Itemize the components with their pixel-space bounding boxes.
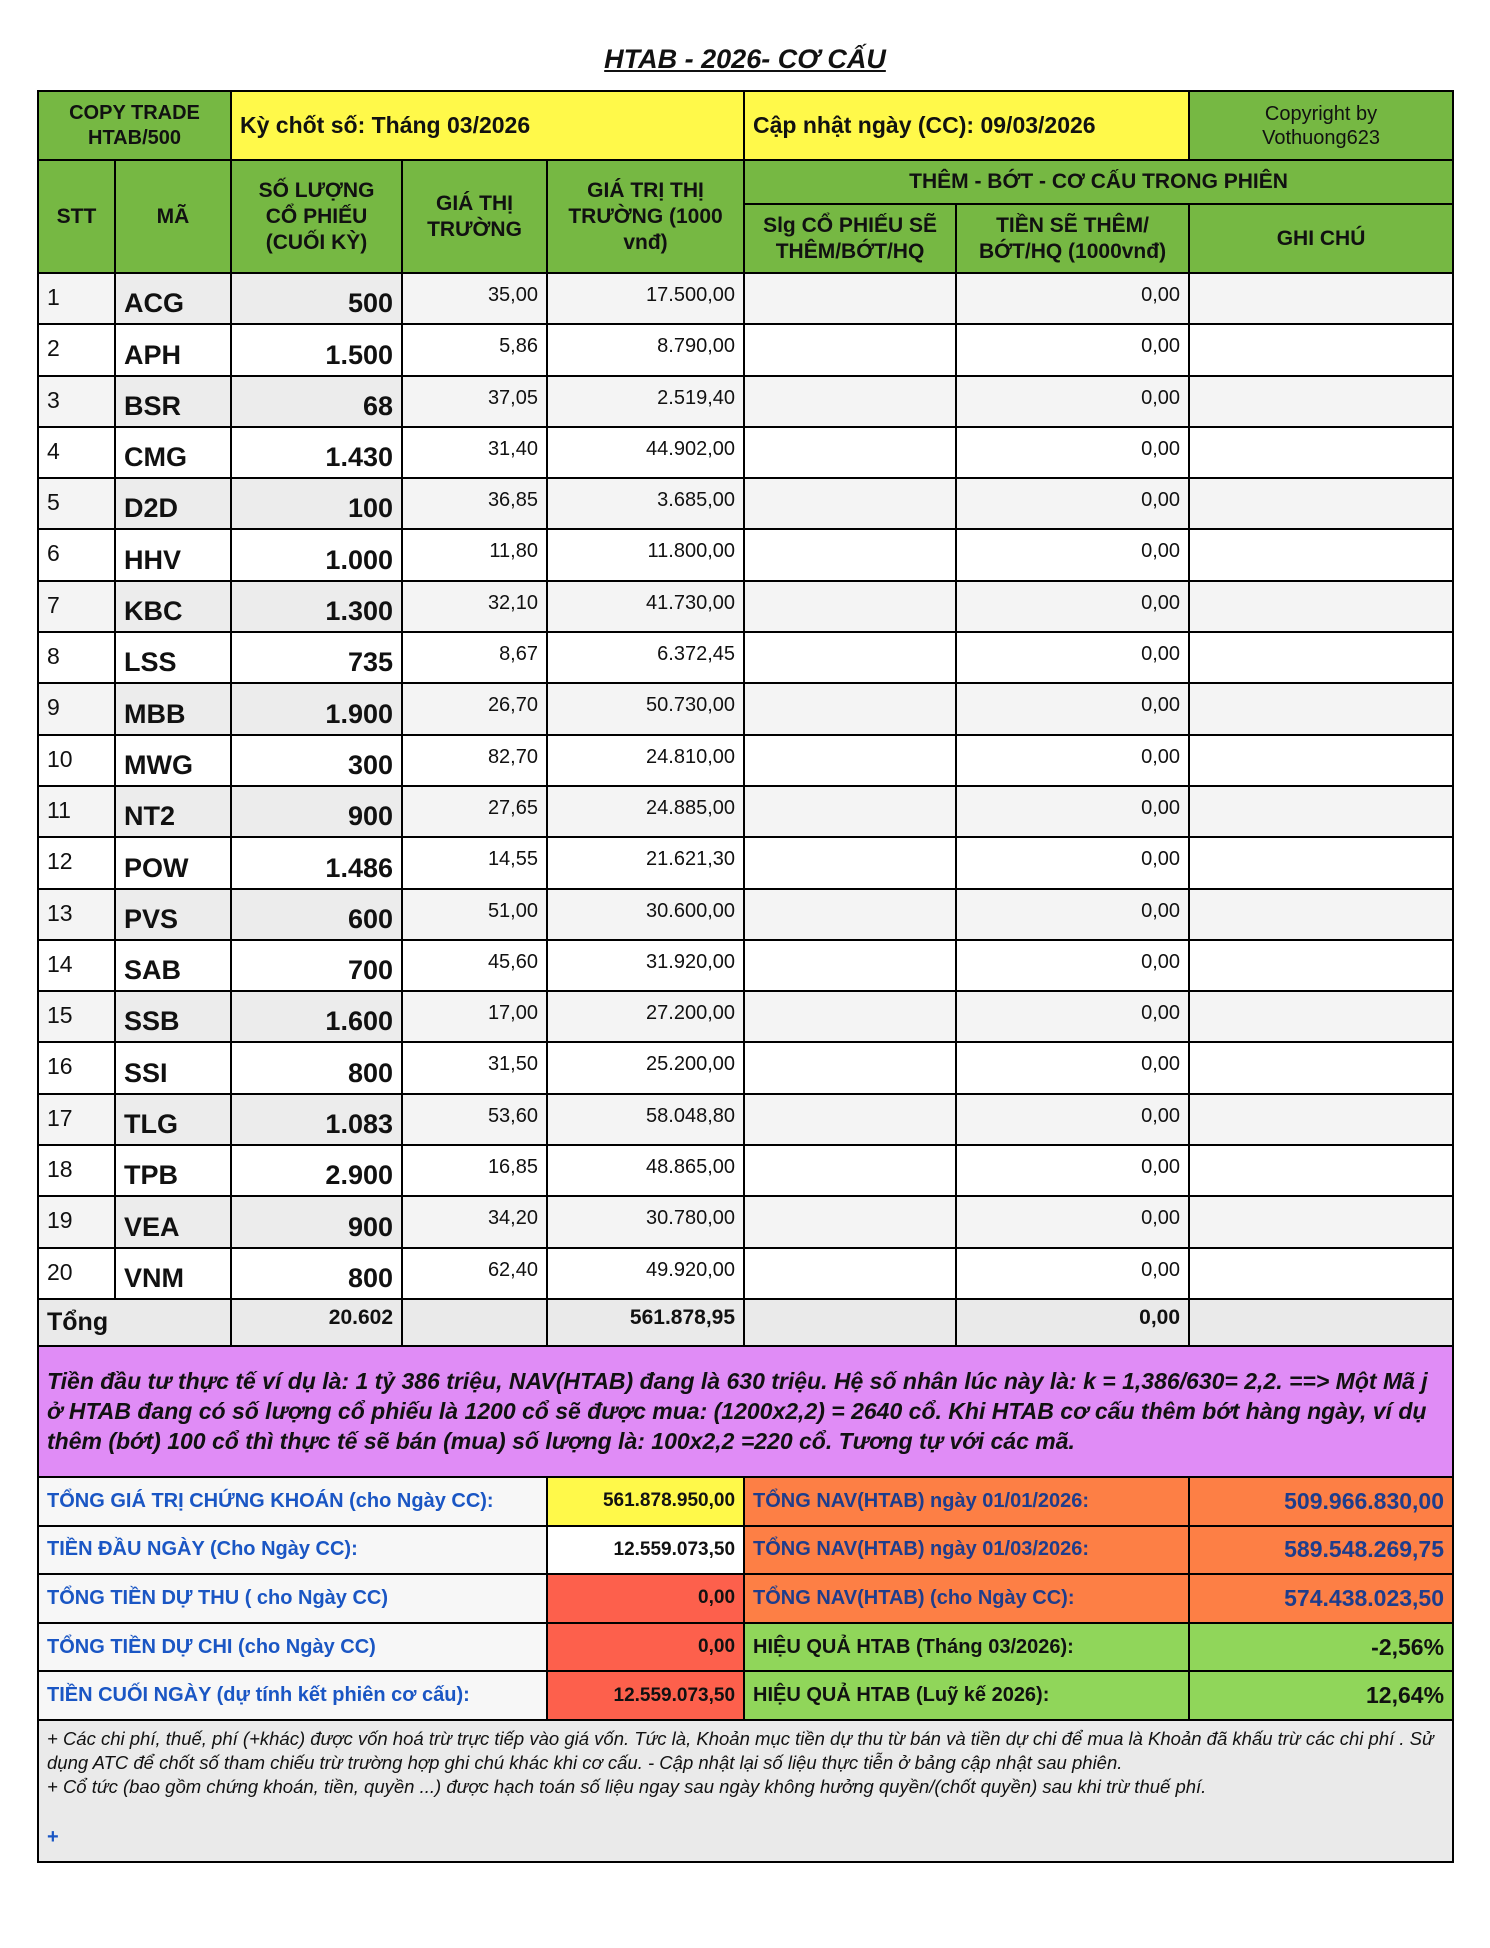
row-adjust-money: 0,00 bbox=[956, 478, 1189, 529]
row-note[interactable] bbox=[1189, 786, 1453, 837]
row-stt: 8 bbox=[38, 632, 115, 683]
table-row bbox=[38, 1042, 1453, 1093]
row-adjust-qty[interactable] bbox=[744, 581, 956, 632]
row-adjust-money: 0,00 bbox=[956, 273, 1189, 324]
table-row bbox=[38, 683, 1453, 734]
row-stt: 5 bbox=[38, 478, 115, 529]
performance-ytd-label: HIỆU QUẢ HTAB (Luỹ kế 2026): bbox=[744, 1671, 1189, 1720]
row-adjust-qty[interactable] bbox=[744, 1248, 956, 1299]
table-row bbox=[38, 581, 1453, 632]
row-price: 5,86 bbox=[402, 324, 547, 375]
row-adjust-qty[interactable] bbox=[744, 1042, 956, 1093]
row-adjust-qty[interactable] bbox=[744, 273, 956, 324]
row-note[interactable] bbox=[1189, 940, 1453, 991]
row-note[interactable] bbox=[1189, 735, 1453, 786]
row-ticker: TPB bbox=[115, 1145, 231, 1196]
row-adjust-qty[interactable] bbox=[744, 837, 956, 888]
table-row bbox=[38, 940, 1453, 991]
footer-notes bbox=[38, 1720, 1453, 1862]
table-row bbox=[38, 273, 1453, 324]
row-ticker: SSB bbox=[115, 991, 231, 1042]
row-adjust-money: 0,00 bbox=[956, 837, 1189, 888]
row-price: 27,65 bbox=[402, 786, 547, 837]
row-quantity: 700 bbox=[231, 940, 402, 991]
nav-mar-2026-value: 589.548.269,75 bbox=[1189, 1526, 1453, 1575]
row-value: 6.372,45 bbox=[547, 632, 744, 683]
row-quantity: 735 bbox=[231, 632, 402, 683]
summary-row bbox=[38, 1623, 1453, 1672]
total-adjust-money: 0,00 bbox=[956, 1299, 1189, 1346]
row-quantity: 1.430 bbox=[231, 427, 402, 478]
row-note[interactable] bbox=[1189, 324, 1453, 375]
row-stt: 13 bbox=[38, 889, 115, 940]
row-adjust-money: 0,00 bbox=[956, 735, 1189, 786]
table-row bbox=[38, 478, 1453, 529]
row-stt: 18 bbox=[38, 1145, 115, 1196]
table-row bbox=[38, 889, 1453, 940]
row-price: 37,05 bbox=[402, 376, 547, 427]
row-ticker: MBB bbox=[115, 683, 231, 734]
row-adjust-money: 0,00 bbox=[956, 1094, 1189, 1145]
table-row bbox=[38, 1094, 1453, 1145]
row-stt: 9 bbox=[38, 683, 115, 734]
row-quantity: 1.600 bbox=[231, 991, 402, 1042]
row-ticker: CMG bbox=[115, 427, 231, 478]
nav-mar-2026-label: TỔNG NAV(HTAB) ngày 01/03/2026: bbox=[744, 1526, 1189, 1575]
row-stt: 11 bbox=[38, 786, 115, 837]
row-adjust-money: 0,00 bbox=[956, 683, 1189, 734]
summary-row bbox=[38, 1671, 1453, 1720]
row-value: 30.600,00 bbox=[547, 889, 744, 940]
row-quantity: 100 bbox=[231, 478, 402, 529]
col-header-ma: MÃ bbox=[115, 160, 231, 273]
table-row bbox=[38, 837, 1453, 888]
row-adjust-money: 0,00 bbox=[956, 1042, 1189, 1093]
row-ticker: POW bbox=[115, 837, 231, 888]
row-adjust-money: 0,00 bbox=[956, 376, 1189, 427]
row-note[interactable] bbox=[1189, 1145, 1453, 1196]
note-line-1: + Các chi phí, thuế, phí (+khác) được vốn hoá trừ trực tiếp vào giá vốn. Tức là, Khoản mục tiền dự thu từ bán và tiền dự chi để mua là Khoản đã khấu trừ các chi phí . Sử dụng ATC để chốt số tham chiếu trừ trường hợp ghi chú khác khi cơ cấu. - Cập nhật lại số liệu thực tiễn ở bảng cập nhật sau phiên. bbox=[47, 1727, 1434, 1773]
row-quantity: 2.900 bbox=[231, 1145, 402, 1196]
total-value: 561.878,95 bbox=[547, 1299, 744, 1346]
updated-date: Cập nhật ngày (CC): 09/03/2026 bbox=[744, 91, 1189, 160]
row-ticker: PVS bbox=[115, 889, 231, 940]
row-price: 45,60 bbox=[402, 940, 547, 991]
row-adjust-qty[interactable] bbox=[744, 529, 956, 580]
portfolio-table bbox=[37, 90, 1454, 1863]
row-stt: 7 bbox=[38, 581, 115, 632]
row-value: 31.920,00 bbox=[547, 940, 744, 991]
row-note[interactable] bbox=[1189, 1196, 1453, 1247]
col-header-value: GIÁ TRỊ THỊ TRƯỜNG (1000 vnđ) bbox=[547, 160, 744, 273]
row-ticker: SSI bbox=[115, 1042, 231, 1093]
total-price-empty bbox=[402, 1299, 547, 1346]
summary-row bbox=[38, 1477, 1453, 1526]
row-value: 25.200,00 bbox=[547, 1042, 744, 1093]
table-row bbox=[38, 376, 1453, 427]
row-stt: 17 bbox=[38, 1094, 115, 1145]
table-row bbox=[38, 324, 1453, 375]
row-value: 30.780,00 bbox=[547, 1196, 744, 1247]
copyright-line1: Copyright by bbox=[1264, 102, 1378, 125]
expected-income-label: TỔNG TIỀN DỰ THU ( cho Ngày CC) bbox=[38, 1574, 547, 1623]
row-adjust-money: 0,00 bbox=[956, 324, 1189, 375]
col-header-quantity: SỐ LƯỢNG CỔ PHIẾU (CUỐI KỲ) bbox=[231, 160, 402, 273]
table-row bbox=[38, 1145, 1453, 1196]
total-row bbox=[38, 1299, 1453, 1346]
note-line-2: + Cổ tức (bao gồm chứng khoán, tiền, quyền ...) được hạch toán số liệu ngay sau ngày không hưởng quyền/(chốt quyền) sau khi trừ thuế phí. bbox=[47, 1775, 1207, 1797]
row-adjust-money: 0,00 bbox=[956, 940, 1189, 991]
summary-row bbox=[38, 1574, 1453, 1623]
row-adjust-money: 0,00 bbox=[956, 991, 1189, 1042]
row-note[interactable] bbox=[1189, 1248, 1453, 1299]
col-header-stt: STT bbox=[38, 160, 115, 273]
row-note[interactable] bbox=[1189, 427, 1453, 478]
row-quantity: 800 bbox=[231, 1248, 402, 1299]
row-price: 8,67 bbox=[402, 632, 547, 683]
row-price: 31,40 bbox=[402, 427, 547, 478]
row-value: 24.885,00 bbox=[547, 786, 744, 837]
add-note-icon[interactable]: + bbox=[47, 1825, 59, 1848]
opening-cash-value: 12.559.073,50 bbox=[547, 1526, 744, 1575]
row-adjust-qty[interactable] bbox=[744, 991, 956, 1042]
row-adjust-qty[interactable] bbox=[744, 427, 956, 478]
row-stt: 4 bbox=[38, 427, 115, 478]
row-price: 31,50 bbox=[402, 1042, 547, 1093]
closing-cash-label: TIỀN CUỐI NGÀY (dự tính kết phiên cơ cấu): bbox=[38, 1671, 547, 1720]
row-ticker: TLG bbox=[115, 1094, 231, 1145]
expected-expense-value: 0,00 bbox=[547, 1623, 744, 1672]
row-quantity: 900 bbox=[231, 1196, 402, 1247]
table-row bbox=[38, 529, 1453, 580]
row-note[interactable] bbox=[1189, 581, 1453, 632]
nav-cc-date-value: 574.438.023,50 bbox=[1189, 1574, 1453, 1623]
expected-expense-label: TỔNG TIỀN DỰ CHI (cho Ngày CC) bbox=[38, 1623, 547, 1672]
row-note[interactable] bbox=[1189, 1042, 1453, 1093]
row-adjust-money: 0,00 bbox=[956, 786, 1189, 837]
table-row bbox=[38, 427, 1453, 478]
col-header-adjust-money: TIỀN SẼ THÊM/ BỚT/HQ (1000vnđ) bbox=[956, 204, 1189, 273]
row-adjust-money: 0,00 bbox=[956, 529, 1189, 580]
row-price: 14,55 bbox=[402, 837, 547, 888]
row-ticker: APH bbox=[115, 324, 231, 375]
table-row bbox=[38, 991, 1453, 1042]
col-header-adjust-qty: Slg CỔ PHIẾU SẼ THÊM/BỚT/HQ bbox=[744, 204, 956, 273]
row-ticker: VNM bbox=[115, 1248, 231, 1299]
table-row bbox=[38, 735, 1453, 786]
row-price: 62,40 bbox=[402, 1248, 547, 1299]
row-ticker: D2D bbox=[115, 478, 231, 529]
row-quantity: 1.900 bbox=[231, 683, 402, 734]
row-ticker: SAB bbox=[115, 940, 231, 991]
row-value: 11.800,00 bbox=[547, 529, 744, 580]
row-ticker: LSS bbox=[115, 632, 231, 683]
row-ticker: KBC bbox=[115, 581, 231, 632]
row-adjust-qty[interactable] bbox=[744, 940, 956, 991]
row-stt: 10 bbox=[38, 735, 115, 786]
col-header-price: GIÁ THỊ TRƯỜNG bbox=[402, 160, 547, 273]
row-ticker: HHV bbox=[115, 529, 231, 580]
example-note: Tiền đầu tư thực tế ví dụ là: 1 tỷ 386 triệu, NAV(HTAB) đang là 630 triệu. Hệ số nhân lúc này là: k = 1,386/630= 2,2. ==> Một Mã j ở HTAB đang có số lượng cổ phiếu là 1200 cổ sẽ được mua: (1200x2,2) = 2640 cổ. Khi HTAB cơ cấu thêm bớt hàng ngày, ví dụ thêm (bớt) 100 cổ thì thực tế sẽ bán (mua) số lượng là: 100x2,2 =220 cổ. Tương tự với các mã. bbox=[38, 1346, 1453, 1477]
row-value: 50.730,00 bbox=[547, 683, 744, 734]
row-quantity: 600 bbox=[231, 889, 402, 940]
row-quantity: 1.486 bbox=[231, 837, 402, 888]
row-quantity: 68 bbox=[231, 376, 402, 427]
copyright bbox=[1189, 91, 1453, 160]
page-title: HTAB - 2026- CƠ CẤU bbox=[604, 44, 886, 74]
row-adjust-qty[interactable] bbox=[744, 1094, 956, 1145]
row-quantity: 1.300 bbox=[231, 581, 402, 632]
summary-row bbox=[38, 1526, 1453, 1575]
row-price: 11,80 bbox=[402, 529, 547, 580]
total-securities-value-value: 561.878.950,00 bbox=[547, 1477, 744, 1526]
total-label: Tổng bbox=[38, 1299, 231, 1346]
row-price: 82,70 bbox=[402, 735, 547, 786]
row-adjust-money: 0,00 bbox=[956, 581, 1189, 632]
table-row bbox=[38, 1196, 1453, 1247]
row-adjust-money: 0,00 bbox=[956, 632, 1189, 683]
row-adjust-qty[interactable] bbox=[744, 478, 956, 529]
total-adjust-qty-empty bbox=[744, 1299, 956, 1346]
row-stt: 12 bbox=[38, 837, 115, 888]
row-note[interactable] bbox=[1189, 376, 1453, 427]
row-value: 2.519,40 bbox=[547, 376, 744, 427]
row-value: 21.621,30 bbox=[547, 837, 744, 888]
row-note[interactable] bbox=[1189, 837, 1453, 888]
row-price: 17,00 bbox=[402, 991, 547, 1042]
row-adjust-qty[interactable] bbox=[744, 683, 956, 734]
row-adjust-qty[interactable] bbox=[744, 376, 956, 427]
copy-trade-label: COPY TRADE HTAB/500 bbox=[38, 91, 231, 160]
row-note[interactable] bbox=[1189, 683, 1453, 734]
row-price: 32,10 bbox=[402, 581, 547, 632]
table-row bbox=[38, 1248, 1453, 1299]
performance-ytd-value: 12,64% bbox=[1189, 1671, 1453, 1720]
period-label: Kỳ chốt số: Tháng 03/2026 bbox=[231, 91, 744, 160]
row-stt: 15 bbox=[38, 991, 115, 1042]
row-quantity: 1.083 bbox=[231, 1094, 402, 1145]
row-adjust-qty[interactable] bbox=[744, 735, 956, 786]
row-adjust-money: 0,00 bbox=[956, 889, 1189, 940]
row-adjust-qty[interactable] bbox=[744, 1145, 956, 1196]
performance-month-value: -2,56% bbox=[1189, 1623, 1453, 1672]
row-value: 41.730,00 bbox=[547, 581, 744, 632]
row-note[interactable] bbox=[1189, 632, 1453, 683]
closing-cash-value: 12.559.073,50 bbox=[547, 1671, 744, 1720]
row-price: 26,70 bbox=[402, 683, 547, 734]
total-quantity: 20.602 bbox=[231, 1299, 402, 1346]
total-note-empty bbox=[1189, 1299, 1453, 1346]
row-price: 36,85 bbox=[402, 478, 547, 529]
row-note[interactable] bbox=[1189, 889, 1453, 940]
row-value: 27.200,00 bbox=[547, 991, 744, 1042]
row-quantity: 800 bbox=[231, 1042, 402, 1093]
row-price: 51,00 bbox=[402, 889, 547, 940]
row-adjust-qty[interactable] bbox=[744, 632, 956, 683]
row-note[interactable] bbox=[1189, 529, 1453, 580]
row-note[interactable] bbox=[1189, 273, 1453, 324]
total-securities-value-label: TỔNG GIÁ TRỊ CHỨNG KHOÁN (cho Ngày CC): bbox=[38, 1477, 547, 1526]
row-quantity: 300 bbox=[231, 735, 402, 786]
row-stt: 16 bbox=[38, 1042, 115, 1093]
row-ticker: NT2 bbox=[115, 786, 231, 837]
row-stt: 20 bbox=[38, 1248, 115, 1299]
copyright-author: Vothuong623 bbox=[1262, 126, 1380, 149]
row-stt: 14 bbox=[38, 940, 115, 991]
row-adjust-qty[interactable] bbox=[744, 889, 956, 940]
table-row bbox=[38, 786, 1453, 837]
row-note[interactable] bbox=[1189, 478, 1453, 529]
row-ticker: ACG bbox=[115, 273, 231, 324]
row-note[interactable] bbox=[1189, 1094, 1453, 1145]
row-adjust-qty[interactable] bbox=[744, 786, 956, 837]
row-price: 35,00 bbox=[402, 273, 547, 324]
portfolio-sheet bbox=[37, 90, 1452, 1863]
row-stt: 1 bbox=[38, 273, 115, 324]
row-ticker: MWG bbox=[115, 735, 231, 786]
row-value: 24.810,00 bbox=[547, 735, 744, 786]
row-value: 17.500,00 bbox=[547, 273, 744, 324]
row-quantity: 1.500 bbox=[231, 324, 402, 375]
row-stt: 19 bbox=[38, 1196, 115, 1247]
row-price: 53,60 bbox=[402, 1094, 547, 1145]
nav-jan-2026-value: 509.966.830,00 bbox=[1189, 1477, 1453, 1526]
row-adjust-qty[interactable] bbox=[744, 324, 956, 375]
row-quantity: 500 bbox=[231, 273, 402, 324]
row-adjust-money: 0,00 bbox=[956, 1248, 1189, 1299]
nav-cc-date-label: TỔNG NAV(HTAB) (cho Ngày CC): bbox=[744, 1574, 1189, 1623]
row-note[interactable] bbox=[1189, 991, 1453, 1042]
row-ticker: VEA bbox=[115, 1196, 231, 1247]
col-header-note: GHI CHÚ bbox=[1189, 204, 1453, 273]
expected-income-value: 0,00 bbox=[547, 1574, 744, 1623]
row-price: 34,20 bbox=[402, 1196, 547, 1247]
row-adjust-money: 0,00 bbox=[956, 1196, 1189, 1247]
row-value: 48.865,00 bbox=[547, 1145, 744, 1196]
col-group-adjust: THÊM - BỚT - CƠ CẤU TRONG PHIÊN bbox=[744, 160, 1453, 204]
row-adjust-qty[interactable] bbox=[744, 1196, 956, 1247]
row-quantity: 1.000 bbox=[231, 529, 402, 580]
row-ticker: BSR bbox=[115, 376, 231, 427]
row-quantity: 900 bbox=[231, 786, 402, 837]
row-stt: 3 bbox=[38, 376, 115, 427]
row-adjust-money: 0,00 bbox=[956, 1145, 1189, 1196]
table-row bbox=[38, 632, 1453, 683]
row-value: 58.048,80 bbox=[547, 1094, 744, 1145]
row-stt: 6 bbox=[38, 529, 115, 580]
row-value: 3.685,00 bbox=[547, 478, 744, 529]
row-value: 49.920,00 bbox=[547, 1248, 744, 1299]
nav-jan-2026-label: TỔNG NAV(HTAB) ngày 01/01/2026: bbox=[744, 1477, 1189, 1526]
performance-month-label: HIỆU QUẢ HTAB (Tháng 03/2026): bbox=[744, 1623, 1189, 1672]
row-price: 16,85 bbox=[402, 1145, 547, 1196]
row-adjust-money: 0,00 bbox=[956, 427, 1189, 478]
opening-cash-label: TIỀN ĐẦU NGÀY (Cho Ngày CC): bbox=[38, 1526, 547, 1575]
row-stt: 2 bbox=[38, 324, 115, 375]
row-value: 44.902,00 bbox=[547, 427, 744, 478]
row-value: 8.790,00 bbox=[547, 324, 744, 375]
